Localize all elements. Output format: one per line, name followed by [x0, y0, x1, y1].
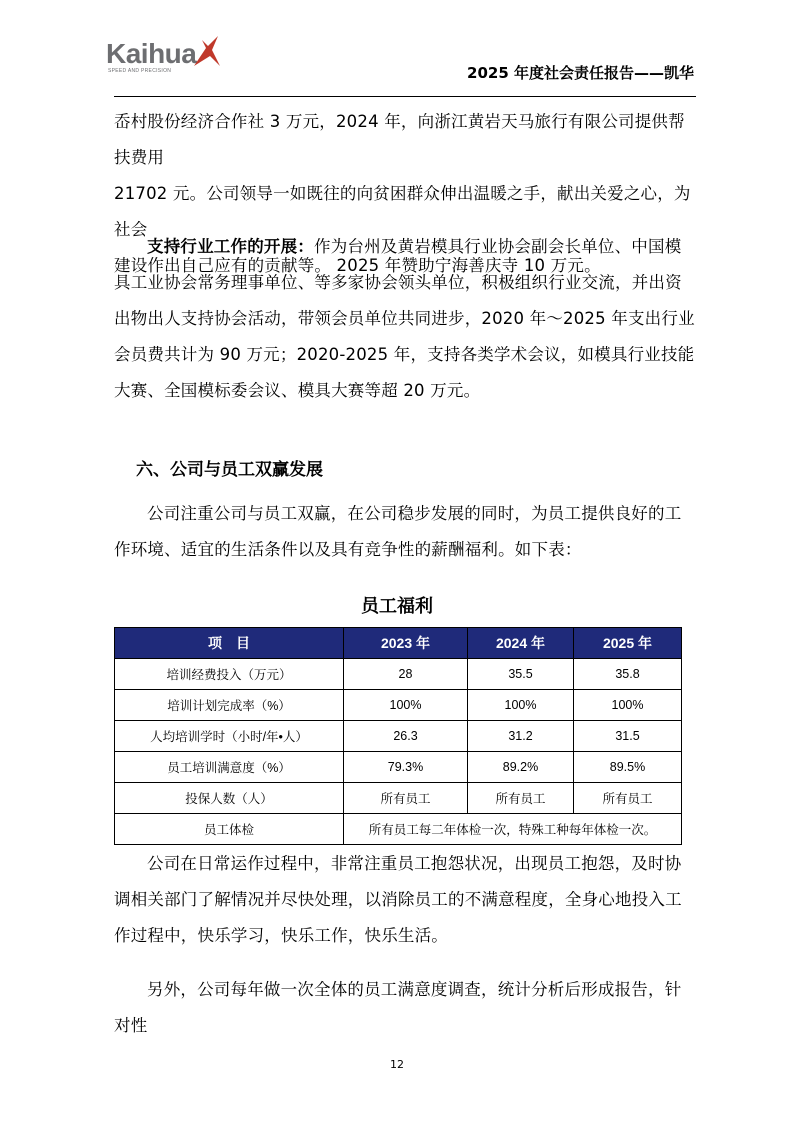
logo-wordmark: Kaihua — [106, 38, 197, 69]
cell-2023: 79.3% — [344, 752, 468, 783]
paragraph-satisfaction-survey: 另外，公司每年做一次全体的员工满意度调查，统计分析后形成报告，针对性 — [114, 980, 682, 1035]
table-row — [115, 690, 682, 721]
cell-2025: 35.8 — [574, 659, 682, 690]
cell-2025: 100% — [574, 690, 682, 721]
cell-2025: 31.5 — [574, 721, 682, 752]
cell-merged: 所有员工每二年体检一次，特殊工种每年体检一次。 — [344, 814, 682, 845]
table-row — [115, 783, 682, 814]
column-header-2023: 2023 年 — [344, 628, 468, 659]
cell-2025: 89.5% — [574, 752, 682, 783]
paragraph-line: 21702 元。公司领导一如既往的向贫困群众伸出温暖之手，献出关爱之心，为社会 — [114, 184, 691, 239]
logo-swoosh-icon — [192, 36, 222, 70]
paragraph-lead-heading: 支持行业工作的开展： — [147, 237, 314, 256]
paragraph-industry-support — [114, 229, 696, 409]
table-header-row — [115, 628, 682, 659]
cell-2024: 31.2 — [468, 721, 574, 752]
row-item: 培训计划完成率（%） — [115, 690, 344, 721]
cell-2024: 所有员工 — [468, 783, 574, 814]
column-header-item: 项 目 — [115, 628, 344, 659]
paragraph-line: 建设作出自己应有的贡献等。 2025 年赞助宁海善庆寺 10 万元。 — [114, 256, 601, 275]
report-header-title: 2025 年度社会责任报告——凯华 — [467, 64, 694, 82]
table-row — [115, 721, 682, 752]
paragraph-text: 作为台州及黄岩模具行业协会副会长单位、中国模具工业协会常务理事单位、等多家协会领头单位，积极组织行业交流，并出资出物出人支持协会活动，带领会员单位共同进步，2020 年～2025 年支出行业会员费共计为 90 万元；2020-2025 年，支持各类学术会议，如模具行业技能大赛、全国模标委会议、模具大赛等超 20 万元。 — [114, 237, 695, 400]
table-row — [115, 752, 682, 783]
paragraph-employee-complaints: 公司在日常运作过程中，非常注重员工抱怨状况，出现员工抱怨，及时协调相关部门了解情况并尽快处理，以消除员工的不满意程度，全身心地投入工作过程中，快乐学习，快乐工作，快乐生活。 — [114, 854, 682, 945]
section-heading: 六、公司与员工双赢发展 — [136, 460, 323, 480]
cell-2025: 所有员工 — [574, 783, 682, 814]
page-number: 12 — [390, 1058, 404, 1071]
row-item: 人均培训学时（小时/年•人） — [115, 721, 344, 752]
paragraph-employee-intro: 公司注重公司与员工双赢，在公司稳步发展的同时，为员工提供良好的工作环境、适宜的生活条件以及具有竞争性的薪酬福利。如下表： — [114, 504, 682, 559]
column-header-2025: 2025 年 — [574, 628, 682, 659]
cell-2024: 100% — [468, 690, 574, 721]
table-row — [115, 814, 682, 845]
cell-2024: 89.2% — [468, 752, 574, 783]
cell-2024: 35.5 — [468, 659, 574, 690]
table-row — [115, 659, 682, 690]
row-item: 员工培训满意度（%） — [115, 752, 344, 783]
row-item: 培训经费投入（万元） — [115, 659, 344, 690]
column-header-2024: 2024 年 — [468, 628, 574, 659]
cell-2023: 28 — [344, 659, 468, 690]
company-logo — [106, 36, 222, 80]
row-item: 员工体检 — [115, 814, 344, 845]
table-caption: 员工福利 — [361, 596, 433, 617]
employee-benefits-table — [114, 627, 682, 845]
paragraph-line: 岙村股份经济合作社 3 万元，2024 年，向浙江黄岩天马旅行有限公司提供帮扶费用 — [114, 112, 685, 167]
logo-tagline: SPEED AND PRECISION — [108, 68, 172, 74]
cell-2023: 100% — [344, 690, 468, 721]
cell-2023: 所有员工 — [344, 783, 468, 814]
cell-2023: 26.3 — [344, 721, 468, 752]
row-item: 投保人数（人） — [115, 783, 344, 814]
header-divider — [114, 96, 696, 97]
